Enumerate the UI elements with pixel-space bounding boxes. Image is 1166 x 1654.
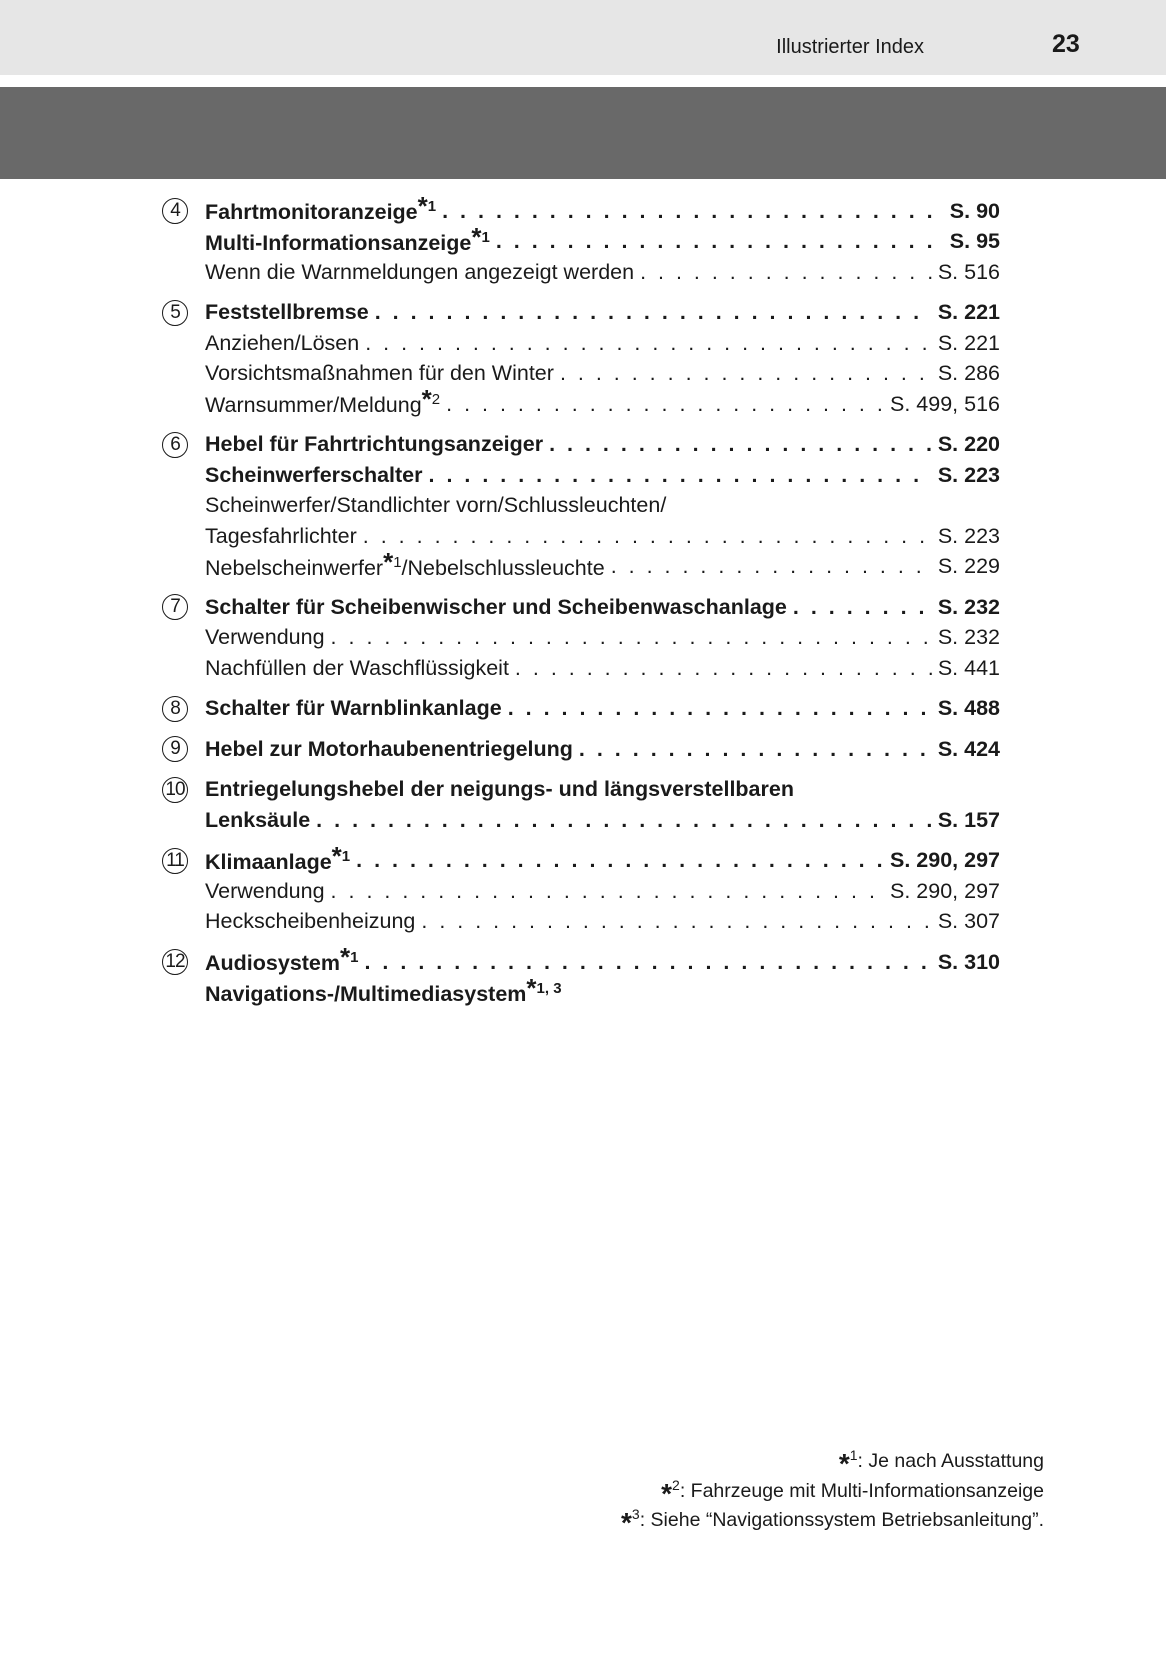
- entry-label: [205, 879, 325, 904]
- dot-leader: [496, 229, 944, 254]
- entry-label-text: Nebelscheinwerfer: [205, 555, 384, 580]
- header-divider: [0, 75, 1166, 87]
- index-entry[interactable]: [0, 907, 1166, 938]
- page-reference[interactable]: S. 441: [937, 655, 1000, 680]
- dot-leader: [515, 656, 932, 681]
- footnote-number: 1, 3: [536, 979, 562, 997]
- entry-label-text: Hebel für Fahrtrichtungsanzeiger: [205, 432, 544, 457]
- entry-label: [205, 808, 310, 833]
- index-entries: [0, 191, 1166, 1018]
- dot-leader: [508, 696, 932, 721]
- entry-label: [205, 595, 787, 620]
- page-reference[interactable]: S. 229: [937, 554, 1000, 579]
- dot-leader: [446, 392, 884, 417]
- entry-label-suffix: /Nebelschlussleuchte: [401, 555, 605, 580]
- page-reference[interactable]: S. 90: [949, 198, 1000, 223]
- index-entry[interactable]: [0, 546, 1166, 583]
- entry-label-text: Navigations-/Multimediasystem: [205, 981, 527, 1006]
- entry-label: [205, 909, 415, 934]
- dot-leader: [429, 463, 932, 488]
- footnotes: [621, 1445, 1044, 1538]
- asterisk-icon: *: [421, 384, 432, 415]
- item-number-badge: 12: [162, 949, 188, 975]
- page-reference[interactable]: S. 516: [937, 259, 1000, 284]
- index-group: [0, 942, 1166, 1008]
- footnote-text: : Fahrzeuge mit Multi-Informationsanzeige: [679, 1479, 1044, 1502]
- page-reference[interactable]: S. 488: [937, 696, 1000, 721]
- entry-label: [205, 546, 605, 581]
- page-reference[interactable]: S. 499, 516: [890, 391, 1000, 416]
- entry-label-text: Vorsichtsmaßnahmen für den Winter: [205, 361, 554, 386]
- index-group: [0, 840, 1166, 938]
- page-reference[interactable]: S. 221: [937, 300, 1000, 325]
- entry-label-text: Lenksäule: [205, 807, 311, 832]
- page-reference[interactable]: S. 424: [937, 736, 1000, 761]
- dot-leader: [793, 595, 932, 620]
- entry-label-text: Warnsummer/Meldung: [205, 393, 422, 418]
- item-number-badge: 4: [162, 198, 188, 224]
- dot-leader: [365, 331, 932, 356]
- asterisk-icon: *: [340, 942, 351, 973]
- footnote-marker: [340, 942, 359, 973]
- asterisk-icon: *: [383, 546, 394, 577]
- page-reference[interactable]: S. 286: [937, 361, 1000, 386]
- index-entry[interactable]: [0, 384, 1166, 420]
- page-reference[interactable]: S. 221: [937, 330, 1000, 355]
- dot-leader: [364, 950, 931, 975]
- chapter-band: [0, 87, 1166, 179]
- dot-leader: [363, 524, 932, 549]
- entry-label: [205, 384, 441, 418]
- index-entry[interactable]: [0, 257, 1166, 288]
- footnote-number: 1: [427, 198, 437, 216]
- footnote-line: [621, 1475, 1044, 1509]
- entry-label-text: Schalter für Scheibenwischer und Scheibenwaschanlage: [205, 594, 787, 619]
- index-entry[interactable]: [0, 840, 1166, 877]
- entry-label: [205, 625, 325, 650]
- footnote-mark: 1: [849, 1447, 858, 1463]
- asterisk-icon: *: [621, 1507, 632, 1538]
- index-entry[interactable]: [0, 221, 1166, 258]
- page-reference[interactable]: S. 157: [937, 807, 1000, 832]
- asterisk-icon: *: [331, 840, 342, 871]
- entry-label-text: Entriegelungshebel der neigungs- und längsverstellbaren: [205, 777, 794, 802]
- entry-label: [205, 493, 666, 518]
- entry-label: [205, 432, 543, 457]
- entry-label: [205, 361, 554, 386]
- section-title: Illustrierter Index: [776, 36, 924, 58]
- dot-leader: [549, 432, 932, 457]
- footnote-number: 1: [350, 949, 359, 967]
- page-reference[interactable]: S. 232: [937, 594, 1000, 619]
- footnote-line: [621, 1445, 1044, 1479]
- dot-leader: [442, 199, 944, 224]
- entry-label-text: Audiosystem: [205, 951, 341, 976]
- asterisk-icon: *: [526, 972, 537, 1003]
- entry-label-text: Anziehen/Lösen: [205, 330, 360, 355]
- entry-label-text: Feststellbremse: [205, 300, 369, 325]
- entry-label-text: Verwendung: [205, 625, 325, 650]
- item-number-badge: 8: [162, 696, 188, 722]
- entry-label-text: Hebel zur Motorhaubenentriegelung: [205, 736, 573, 761]
- index-group: [0, 775, 1166, 836]
- index-entry[interactable]: [0, 521, 1166, 552]
- footnote-marker: [383, 546, 402, 577]
- index-entry[interactable]: [0, 298, 1166, 329]
- entry-label-text: Klimaanlage: [205, 849, 332, 874]
- asterisk-icon: *: [661, 1477, 673, 1509]
- dot-leader: [375, 300, 932, 325]
- footnote-number: 1: [481, 228, 490, 246]
- footnote-text: : Siehe “Navigationssystem Betriebsanleitung”.: [639, 1509, 1044, 1531]
- footnote-number: 1: [393, 553, 402, 571]
- dot-leader: [331, 625, 932, 650]
- page-reference[interactable]: S. 223: [937, 523, 1000, 548]
- footnote-marker: [526, 972, 562, 1003]
- item-number-badge: 10: [162, 777, 188, 803]
- entry-label-text: Heckscheibenheizung: [205, 909, 416, 934]
- footnote-marker: [471, 221, 490, 252]
- index-group: [0, 694, 1166, 725]
- item-number-badge: 7: [162, 594, 188, 620]
- footnote-text: : Je nach Ausstattung: [857, 1450, 1044, 1472]
- entry-label-text: Scheinwerferschalter: [205, 462, 423, 487]
- index-entry[interactable]: [0, 328, 1166, 359]
- index-entry[interactable]: [0, 430, 1166, 461]
- entry-label: [205, 191, 437, 225]
- entry-label-text: Verwendung: [205, 878, 325, 903]
- index-entry[interactable]: [0, 460, 1166, 491]
- footnote-marker: [421, 384, 441, 415]
- entry-label: [205, 221, 490, 256]
- entry-label-text: Fahrtmonitoranzeige: [205, 200, 418, 225]
- asterisk-icon: *: [838, 1448, 850, 1479]
- page-reference[interactable]: S. 232: [937, 625, 1000, 650]
- entry-label: [205, 696, 502, 721]
- index-entry[interactable]: [0, 653, 1166, 684]
- entry-label-text: Tagesfahrlichter: [205, 523, 357, 548]
- index-group: [0, 592, 1166, 684]
- index-entry[interactable]: [0, 805, 1166, 836]
- footnote-number: 1: [341, 847, 351, 865]
- footnote-line: [621, 1504, 1044, 1538]
- index-entry[interactable]: [0, 592, 1166, 623]
- entry-label-text: Multi-Informationsanzeige: [205, 230, 472, 255]
- index-entry[interactable]: [0, 359, 1166, 390]
- footnote-mark: 2: [672, 1476, 680, 1493]
- asterisk-icon: *: [417, 191, 428, 222]
- page-reference[interactable]: S. 223: [937, 462, 1000, 487]
- page-reference[interactable]: S. 310: [937, 949, 1000, 974]
- asterisk-icon: *: [471, 221, 482, 252]
- item-number-badge: 9: [162, 736, 188, 762]
- entry-label: [205, 972, 562, 1007]
- page-reference[interactable]: S. 290, 297: [890, 848, 1000, 873]
- index-entry[interactable]: [0, 623, 1166, 654]
- entry-label-text: Wenn die Warnmeldungen angezeigt werden: [205, 259, 635, 284]
- index-entry[interactable]: [0, 491, 1166, 522]
- entry-label-text: Scheinwerfer/Standlichter vorn/Schlussleuchten/: [205, 493, 667, 518]
- dot-leader: [316, 808, 932, 833]
- item-number-badge: 11: [162, 848, 188, 874]
- index-entry[interactable]: [0, 942, 1166, 978]
- index-group: [0, 430, 1166, 583]
- index-group: [0, 734, 1166, 765]
- dot-leader: [611, 554, 932, 579]
- index-entry[interactable]: [0, 191, 1166, 227]
- entry-label: [205, 331, 359, 356]
- entry-label-text: Schalter für Warnblinkanlage: [205, 696, 502, 721]
- dot-leader: [560, 361, 932, 386]
- entry-label: [205, 777, 794, 802]
- entry-label: [205, 260, 634, 285]
- dot-leader: [640, 260, 932, 285]
- footnote-mark: 3: [631, 1506, 640, 1522]
- index-entry[interactable]: [0, 694, 1166, 725]
- entry-label: [205, 737, 573, 762]
- entry-label: [205, 300, 369, 325]
- dot-leader: [421, 909, 931, 934]
- dot-leader: [331, 879, 884, 904]
- index-entry[interactable]: [0, 876, 1166, 907]
- item-number-badge: 5: [162, 300, 188, 326]
- page-reference[interactable]: S. 290, 297: [890, 878, 1000, 903]
- dot-leader: [356, 848, 884, 873]
- page-number: 23: [1052, 30, 1080, 58]
- index-group: [0, 191, 1166, 288]
- page-reference[interactable]: S. 95: [949, 229, 1000, 254]
- entry-label: [205, 840, 351, 875]
- item-number-badge: 6: [162, 432, 188, 458]
- entry-label: [205, 656, 509, 681]
- footnote-number: 2: [431, 391, 441, 409]
- index-entry[interactable]: [0, 972, 1166, 1009]
- entry-label-text: Nachfüllen der Waschflüssigkeit: [205, 655, 509, 680]
- entry-label: [205, 942, 359, 976]
- footnote-marker: [331, 840, 351, 871]
- page-reference[interactable]: S. 307: [937, 909, 1000, 934]
- index-entry[interactable]: [0, 734, 1166, 765]
- dot-leader: [579, 737, 932, 762]
- page-reference[interactable]: S. 220: [937, 432, 1000, 457]
- index-group: [0, 298, 1166, 420]
- footnote-marker: [417, 191, 437, 222]
- entry-label: [205, 463, 423, 488]
- index-entry[interactable]: [0, 775, 1166, 806]
- header-band: [0, 0, 1166, 75]
- entry-label: [205, 524, 357, 549]
